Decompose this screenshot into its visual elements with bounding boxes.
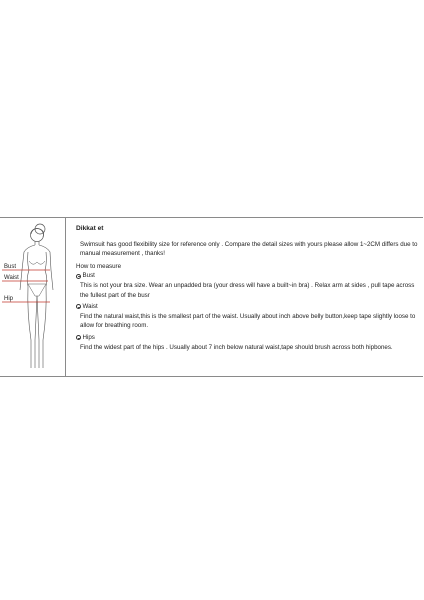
instructions [76,224,422,354]
waist-text: Find the natural waist,this is the smallest part of the waist. Usually about inch above belly button,keep tape slightly loose to allow for breathing room. [80,312,416,330]
waist-heading-label: Waist [82,303,98,311]
how-to-heading: How to measure [76,262,122,270]
hips-heading [76,333,422,343]
waist-label: Waist [4,275,19,281]
panel-title: Dikkat et [76,225,104,232]
hips-text: Find the widest part of the hips . Usually about 7 inch below natural waist,tape should brush across both hipbones. [80,343,393,351]
bullet-icon [76,335,81,340]
size-guide-panel [0,217,423,377]
hip-label: Hip [4,296,14,302]
bust-label: Bust [4,264,17,270]
body-figure [0,218,66,376]
bust-heading-label: Bust [82,272,95,280]
bust-text: This is not your bra size. Wear an unpadded bra (your dress will have a built~in bra) . Relax arm at sides , pull tape across the fullest part of the busr [80,281,415,299]
hips-heading-label: Hips [82,333,95,341]
fit-note: Swimsuit has good flexibility size for reference only . Compare the detail sizes with yours please allow 1~2CM differs due to manual measurement , thanks! [80,240,418,258]
body-silhouette-illustration [0,218,66,378]
waist-heading [76,302,422,312]
bullet-icon [76,274,81,279]
bust-heading [76,271,422,281]
bullet-icon [76,304,81,309]
